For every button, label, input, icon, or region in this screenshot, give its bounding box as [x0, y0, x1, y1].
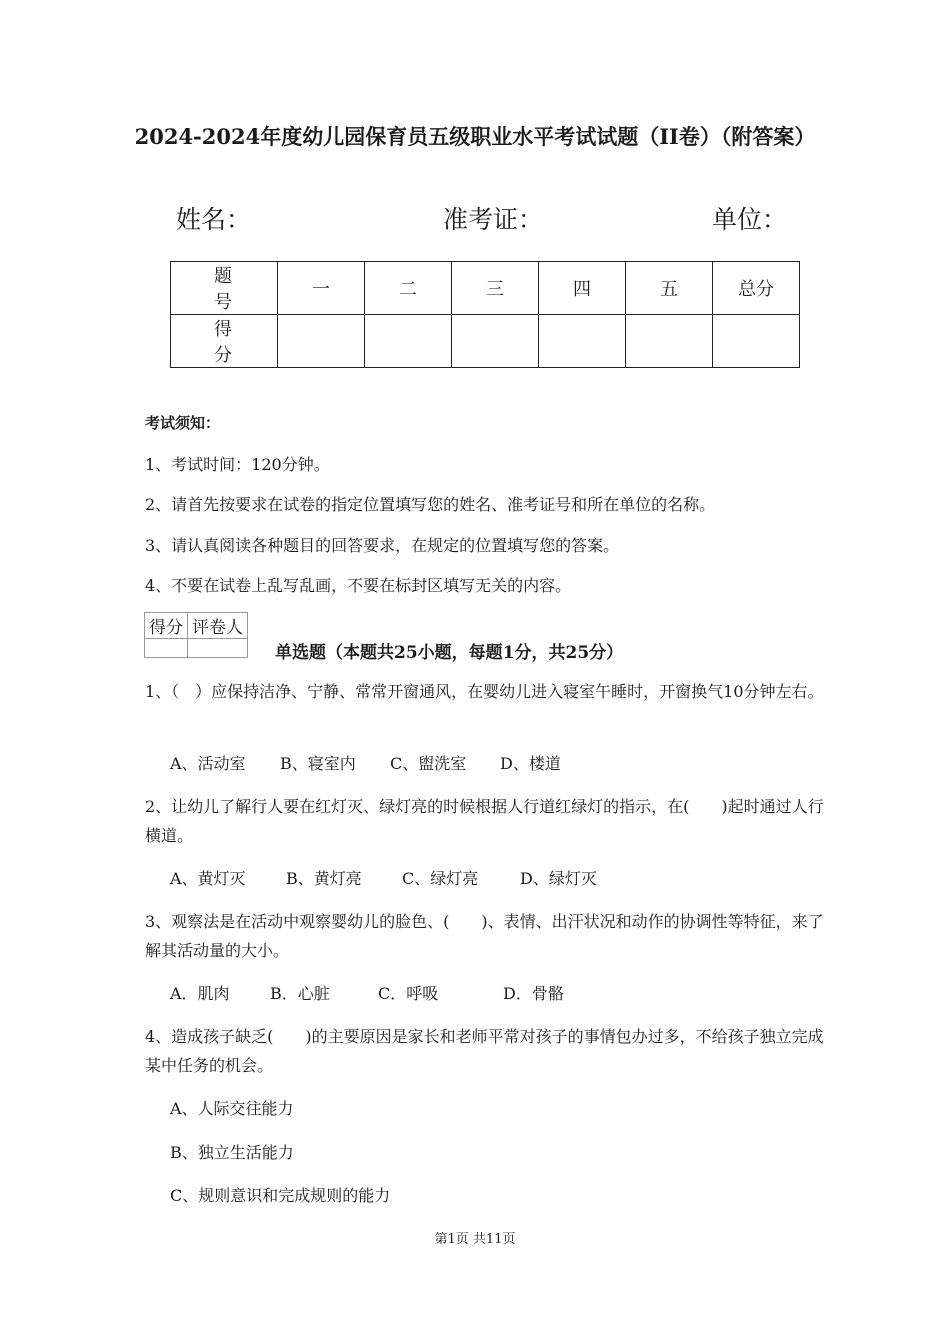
score-cell-2[interactable] — [365, 315, 452, 368]
grader-table — [144, 612, 248, 658]
question-3-options — [170, 981, 564, 1004]
score-header-1: 一 — [278, 262, 365, 315]
question-3-text: 3、观察法是在活动中观察婴幼儿的脸色、( )、表情、出汗状况和动作的协调性等特征，来了解其活动量的大小。 — [145, 912, 824, 960]
q3-option-c[interactable]: C．呼吸 — [378, 984, 439, 1003]
note-item-1: 1、考试时间：120分钟。 — [145, 455, 330, 474]
grader-score-label: 得分 — [145, 613, 188, 639]
question-1-options — [170, 751, 561, 774]
score-row-label: 得 分 — [171, 315, 278, 368]
page-footer: 第1页 共11页 — [434, 1232, 516, 1247]
q3-option-a[interactable]: A．肌肉 — [170, 984, 230, 1003]
grader-name-cell[interactable] — [188, 639, 248, 658]
score-table — [170, 261, 800, 368]
q4-option-a[interactable]: A、人际交往能力 — [170, 1099, 294, 1118]
document-title: 2024-2024年度幼儿园保育员五级职业水平考试试题（II卷）（附答案） — [134, 124, 816, 149]
score-header-total: 总分 — [713, 262, 800, 315]
section-title: 单选题（本题共25小题，每题1分，共25分） — [275, 643, 624, 663]
note-item-3: 3、请认真阅读各种题目的回答要求，在规定的位置填写您的答案。 — [145, 536, 620, 555]
score-cell-5[interactable] — [626, 315, 713, 368]
question-2-options — [170, 866, 597, 889]
q4-option-c[interactable]: C、规则意识和完成规则的能力 — [170, 1186, 391, 1205]
score-cell-total[interactable] — [713, 315, 800, 368]
q2-option-c[interactable]: C、绿灯亮 — [402, 869, 479, 888]
note-item-2: 2、请首先按要求在试卷的指定位置填写您的姓名、准考证号和所在单位的名称。 — [145, 495, 716, 514]
question-4-text: 4、造成孩子缺乏( )的主要原因是家长和老师平常对孩子的事情包办过多，不给孩子独立完成某中任务的机会。 — [145, 1027, 824, 1075]
score-header-4: 四 — [539, 262, 626, 315]
score-cell-4[interactable] — [539, 315, 626, 368]
q2-option-a[interactable]: A、黄灯灭 — [170, 869, 246, 888]
q2-option-d[interactable]: D、绿灯灭 — [520, 869, 597, 888]
score-table-header-row — [171, 262, 800, 315]
score-header-2: 二 — [365, 262, 452, 315]
score-header-3: 三 — [452, 262, 539, 315]
note-item-4: 4、不要在试卷上乱写乱画，不要在标封区填写无关的内容。 — [145, 576, 572, 595]
grader-score-cell[interactable] — [145, 639, 188, 658]
score-cell-3[interactable] — [452, 315, 539, 368]
q1-option-c[interactable]: C、盥洗室 — [390, 754, 467, 773]
name-label: 姓名： — [176, 205, 252, 234]
q2-option-b[interactable]: B、黄灯亮 — [286, 869, 362, 888]
q1-option-d[interactable]: D、楼道 — [500, 754, 561, 773]
q1-option-b[interactable]: B、寝室内 — [280, 754, 356, 773]
q4-option-b[interactable]: B、独立生活能力 — [170, 1143, 294, 1162]
score-header-5: 五 — [626, 262, 713, 315]
question-1-text: 1、（ ）应保持洁净、宁静、常常开窗通风，在婴幼儿进入寝室午睡时，开窗换气10分钟左右。 — [145, 682, 824, 701]
question-2-text: 2、让幼儿了解行人要在红灯灭、绿灯亮的时候根据人行道红绿灯的指示，在( )起时通过人行横道。 — [145, 797, 824, 845]
q1-option-a[interactable]: A、活动室 — [170, 754, 246, 773]
score-header-label: 题 号 — [171, 262, 278, 315]
unit-label: 单位： — [712, 205, 788, 234]
notes-heading: 考试须知： — [145, 414, 221, 432]
score-table-score-row — [171, 315, 800, 368]
exam-id-label: 准考证： — [443, 205, 544, 234]
grader-name-label: 评卷人 — [188, 613, 248, 639]
q3-option-d[interactable]: D．骨骼 — [503, 984, 564, 1003]
q3-option-b[interactable]: B．心脏 — [270, 984, 330, 1003]
